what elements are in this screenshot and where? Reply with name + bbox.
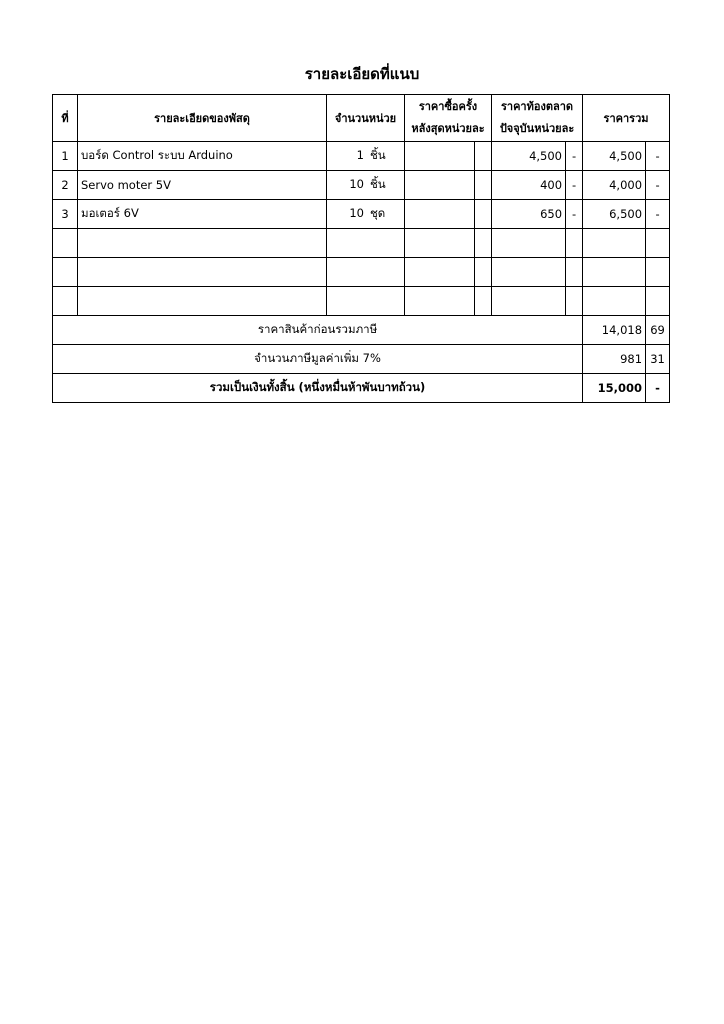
item-market-price-frac: - — [566, 200, 583, 229]
vat-frac: 31 — [646, 345, 670, 374]
header-market-price-line2: ปัจจุบันหน่วยละ — [499, 122, 575, 135]
item-total-frac — [646, 287, 670, 316]
item-total — [583, 287, 646, 316]
item-detail — [78, 258, 327, 287]
subtotal-row — [53, 316, 670, 345]
table-row — [53, 200, 670, 229]
item-unit: ชิ้น — [370, 177, 386, 191]
table-row — [53, 258, 670, 287]
grand-total-value: 15,000 — [583, 374, 646, 403]
subtotal-label: ราคาสินค้าก่อนรวมภาษี — [53, 316, 583, 345]
item-no — [53, 287, 78, 316]
item-total — [583, 229, 646, 258]
item-last-price-frac — [475, 142, 492, 171]
header-qty: จำนวนหน่วย — [327, 95, 405, 142]
grand-total-row — [53, 374, 670, 403]
subtotal-value: 14,018 — [583, 316, 646, 345]
table-header-row — [53, 95, 670, 142]
item-unit: ชิ้น — [370, 148, 386, 162]
vat-row — [53, 345, 670, 374]
item-no — [53, 229, 78, 258]
item-market-price-frac — [566, 258, 583, 287]
item-detail: Servo moter 5V — [78, 171, 327, 200]
item-qty — [327, 142, 405, 171]
document-title: รายละเอียดที่แนบ — [304, 65, 420, 83]
item-qty — [327, 287, 405, 316]
item-last-price — [405, 258, 475, 287]
item-market-price — [492, 229, 566, 258]
item-last-price-frac — [475, 200, 492, 229]
grand-total-frac: - — [646, 374, 670, 403]
item-last-price-frac — [475, 287, 492, 316]
item-detail — [78, 287, 327, 316]
item-last-price-frac — [475, 229, 492, 258]
items-table — [52, 94, 670, 403]
item-last-price — [405, 142, 475, 171]
item-total-frac — [646, 258, 670, 287]
item-market-price — [492, 258, 566, 287]
item-total-frac: - — [646, 200, 670, 229]
item-market-price: 4,500 — [492, 142, 566, 171]
item-last-price — [405, 200, 475, 229]
item-last-price — [405, 171, 475, 200]
vat-label: จำนวนภาษีมูลค่าเพิ่ม 7% — [53, 345, 583, 374]
header-market-price-line1: ราคาท้องตลาด — [500, 100, 574, 113]
header-no: ที่ — [53, 95, 78, 142]
item-last-price-frac — [475, 171, 492, 200]
item-no — [53, 258, 78, 287]
header-last-price — [405, 95, 492, 142]
item-qty — [327, 229, 405, 258]
item-total: 4,000 — [583, 171, 646, 200]
item-total-frac: - — [646, 171, 670, 200]
header-last-price-line1: ราคาซื้อครั้ง — [418, 100, 478, 113]
item-qty — [327, 171, 405, 200]
item-total-frac — [646, 229, 670, 258]
grand-total-label: รวมเป็นเงินทั้งสิ้น (หนึ่งหมื่นห้าพันบาทถ้วน) — [53, 374, 583, 403]
item-total: 4,500 — [583, 142, 646, 171]
item-market-price-frac: - — [566, 171, 583, 200]
table-row — [53, 229, 670, 258]
item-last-price-frac — [475, 258, 492, 287]
item-unit: ชุด — [370, 206, 386, 220]
item-detail: มอเตอร์ 6V — [78, 200, 327, 229]
table-row — [53, 287, 670, 316]
item-market-price: 400 — [492, 171, 566, 200]
item-market-price — [492, 287, 566, 316]
item-detail — [78, 229, 327, 258]
item-total — [583, 258, 646, 287]
item-detail: บอร์ด Control ระบบ Arduino — [78, 142, 327, 171]
item-qty-value: 10 — [349, 177, 364, 191]
item-no: 1 — [53, 142, 78, 171]
vat-value: 981 — [583, 345, 646, 374]
item-no: 3 — [53, 200, 78, 229]
header-total: ราคารวม — [583, 95, 670, 142]
item-qty-value: 10 — [349, 206, 364, 220]
item-market-price-frac: - — [566, 142, 583, 171]
item-market-price: 650 — [492, 200, 566, 229]
item-total: 6,500 — [583, 200, 646, 229]
item-total-frac: - — [646, 142, 670, 171]
item-last-price — [405, 229, 475, 258]
item-last-price — [405, 287, 475, 316]
item-no: 2 — [53, 171, 78, 200]
subtotal-frac: 69 — [646, 316, 670, 345]
table-row — [53, 171, 670, 200]
item-market-price-frac — [566, 287, 583, 316]
header-market-price — [492, 95, 583, 142]
item-qty — [327, 258, 405, 287]
item-market-price-frac — [566, 229, 583, 258]
item-qty — [327, 200, 405, 229]
header-detail: รายละเอียดของพัสดุ — [78, 95, 327, 142]
item-qty-value: 1 — [356, 148, 364, 162]
table-row — [53, 142, 670, 171]
header-last-price-line2: หลังสุดหน่วยละ — [411, 122, 485, 135]
